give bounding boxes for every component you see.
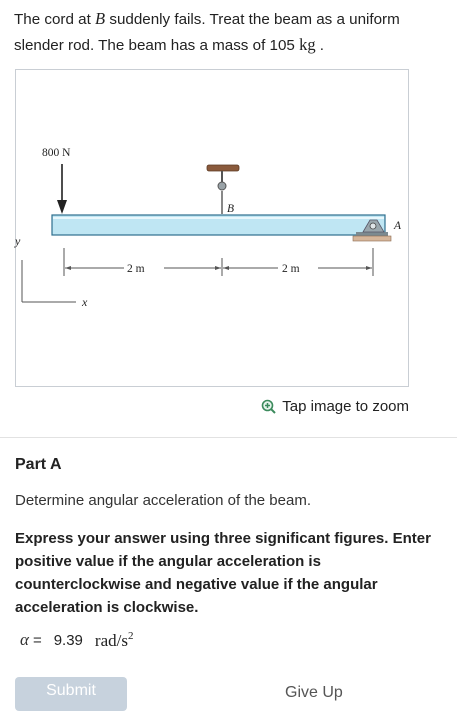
problem-mass-unit: kg	[299, 35, 316, 54]
problem-var-b: B	[95, 9, 106, 28]
ground-block	[353, 236, 391, 241]
dim-label-right: 2 m	[282, 263, 300, 275]
answer-instructions: Express your answer using three significant figures. Enter positive value if the angular acceleration is counterclockwise and negative value if the angular acceleration is clockwise.	[15, 530, 431, 616]
problem-text-part2: suddenly fails. Treat the beam as a uniform slender rod. The beam has a mass of 105	[14, 11, 400, 54]
ceiling-support-plate	[207, 165, 239, 171]
force-arrow-head	[57, 200, 67, 214]
answer-row	[20, 628, 133, 652]
section-divider	[0, 437, 457, 438]
answer-value-field[interactable]: 9.39	[53, 631, 83, 649]
tap-to-zoom[interactable]	[261, 398, 409, 415]
answer-unit	[95, 630, 134, 651]
answer-equals: =	[32, 631, 42, 649]
part-question: Determine angular acceleration of the beam.	[15, 492, 312, 509]
zoom-label: Tap image to zoom	[282, 398, 409, 415]
problem-text-part3: .	[315, 37, 325, 54]
force-label: 800 N	[42, 147, 71, 159]
label-b: B	[227, 203, 235, 215]
zoom-in-icon	[261, 399, 276, 414]
support-pin	[218, 182, 226, 190]
part-title: Part A	[15, 456, 62, 473]
pin-base	[356, 232, 388, 236]
answer-unit-exponent: 2	[127, 629, 134, 642]
problem-statement	[14, 6, 439, 58]
axis-label-y: y	[15, 234, 21, 248]
beam-figure[interactable]	[15, 69, 409, 387]
pin-a	[370, 223, 376, 229]
beam-diagram	[16, 70, 410, 388]
dim-label-left: 2 m	[127, 263, 145, 275]
dim-arrow-4	[366, 266, 372, 270]
axis-label-x: x	[82, 295, 88, 309]
give-up-link[interactable]: Give Up	[285, 684, 343, 701]
problem-text-part1: The cord at	[14, 11, 96, 28]
answer-unit-base: rad/s	[94, 630, 128, 650]
dim-arrow-3	[223, 266, 229, 270]
answer-variable: α	[20, 630, 29, 649]
dim-arrow-2	[215, 266, 221, 270]
dim-arrow-1	[65, 266, 71, 270]
label-a: A	[394, 220, 402, 232]
submit-button[interactable]: Submit	[15, 677, 127, 711]
